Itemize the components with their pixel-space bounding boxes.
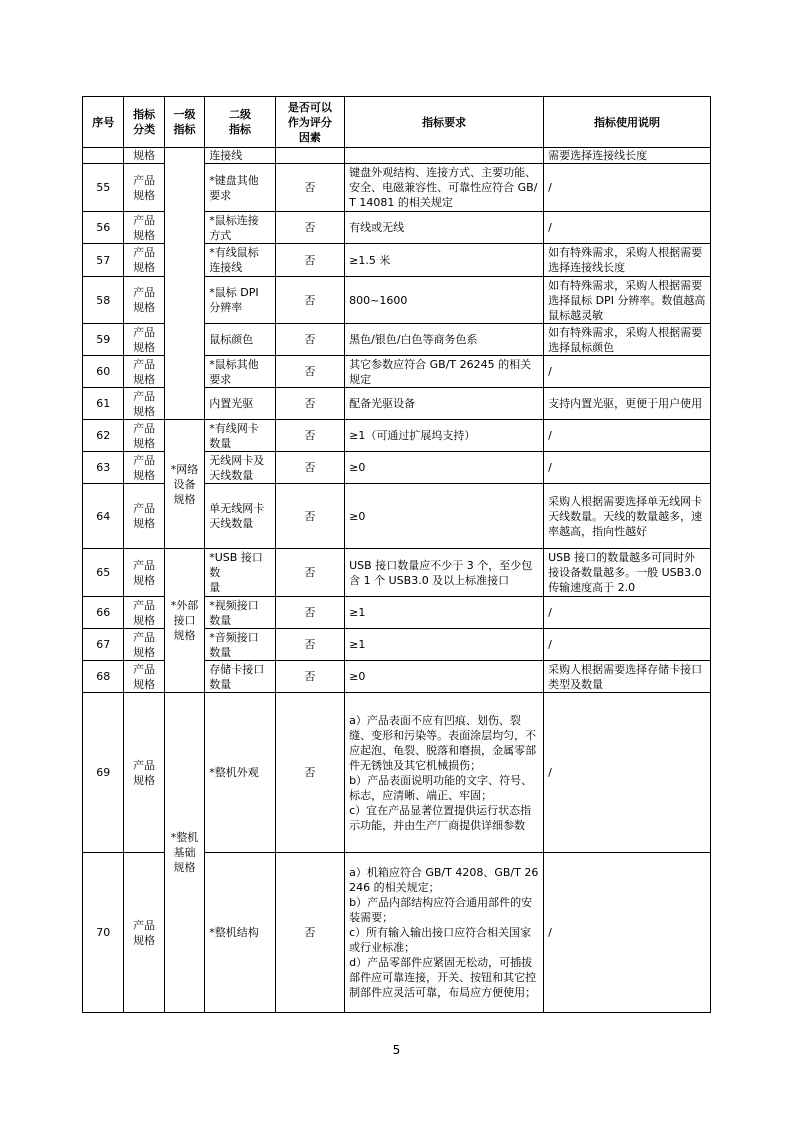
row-category: 产品 规格 bbox=[124, 420, 164, 452]
row-requirement: ≥0 bbox=[345, 452, 544, 484]
table-row bbox=[83, 693, 711, 853]
row-requirement: ≥1.5 米 bbox=[345, 244, 544, 277]
row-requirement: ≥1 bbox=[345, 597, 544, 629]
table-row bbox=[83, 420, 711, 452]
row-level2: 鼠标颜色 bbox=[205, 324, 275, 356]
row-requirement: 其它参数应符合 GB/T 26245 的相关规定 bbox=[345, 356, 544, 388]
row-usage-note: 支持内置光驱，更便于用户使用 bbox=[544, 388, 711, 420]
level1-cell bbox=[164, 148, 204, 420]
row-scoring: 否 bbox=[275, 356, 344, 388]
row-scoring: 否 bbox=[275, 693, 344, 853]
row-usage-note: / bbox=[544, 693, 711, 853]
row-number: 70 bbox=[83, 853, 124, 1013]
row-category: 产品 规格 bbox=[124, 324, 164, 356]
row-scoring: 否 bbox=[275, 388, 344, 420]
row-usage-note: 采购人根据需要选择单无线网卡天线数量。天线的数量越多，速率越高，指向性越好 bbox=[544, 484, 711, 549]
row-usage-note: / bbox=[544, 212, 711, 244]
row-requirement: ≥0 bbox=[345, 484, 544, 549]
level1-network-spec: *网络 设备 规格 bbox=[164, 420, 204, 549]
row-number: 65 bbox=[83, 549, 124, 597]
row-requirement: 800~1600 bbox=[345, 277, 544, 324]
row-level2: *鼠标连接 方式 bbox=[205, 212, 275, 244]
row-category: 规格 bbox=[124, 148, 164, 164]
header-level1: 一级 指标 bbox=[164, 97, 204, 148]
header-usage-note: 指标使用说明 bbox=[544, 97, 711, 148]
row-usage-note: / bbox=[544, 629, 711, 661]
row-number: 62 bbox=[83, 420, 124, 452]
row-scoring: 否 bbox=[275, 661, 344, 693]
level1-interface-spec: *外部 接口 规格 bbox=[164, 549, 204, 693]
row-usage-note: 如有特殊需求，采购人根据需要选择连接线长度 bbox=[544, 244, 711, 277]
row-number: 68 bbox=[83, 661, 124, 693]
row-requirement: ≥0 bbox=[345, 661, 544, 693]
row-category: 产品 规格 bbox=[124, 484, 164, 549]
row-scoring: 否 bbox=[275, 164, 344, 212]
row-scoring: 否 bbox=[275, 549, 344, 597]
row-level2: *USB 接口数 量 bbox=[205, 549, 275, 597]
row-category: 产品 规格 bbox=[124, 549, 164, 597]
row-scoring: 否 bbox=[275, 324, 344, 356]
row-number: 63 bbox=[83, 452, 124, 484]
row-usage-note: / bbox=[544, 853, 711, 1013]
row-scoring: 否 bbox=[275, 212, 344, 244]
row-requirement: 有线或无线 bbox=[345, 212, 544, 244]
table-row bbox=[83, 549, 711, 597]
row-number: 57 bbox=[83, 244, 124, 277]
row-category: 产品 规格 bbox=[124, 629, 164, 661]
row-level2: 连接线 bbox=[205, 148, 275, 164]
header-scoring: 是否可以 作为评分 因素 bbox=[275, 97, 344, 148]
row-usage-note: 如有特殊需求，采购人根据需要选择鼠标 DPI 分辨率。数值越高鼠标越灵敏 bbox=[544, 277, 711, 324]
row-scoring: 否 bbox=[275, 853, 344, 1013]
row-level2: *键盘其他 要求 bbox=[205, 164, 275, 212]
row-usage-note: 采购人根据需要选择存储卡接口类型及数量 bbox=[544, 661, 711, 693]
row-level2: *视频接口 数量 bbox=[205, 597, 275, 629]
row-category: 产品 规格 bbox=[124, 356, 164, 388]
row-requirement: USB 接口数量应不少于 3 个，至少包含 1 个 USB3.0 及以上标准接口 bbox=[345, 549, 544, 597]
row-level2: *有线网卡 数量 bbox=[205, 420, 275, 452]
row-level2: *鼠标 DPI 分辨率 bbox=[205, 277, 275, 324]
row-scoring: 否 bbox=[275, 244, 344, 277]
header-row bbox=[83, 97, 711, 148]
row-level2: *有线鼠标 连接线 bbox=[205, 244, 275, 277]
row-level2: *整机外观 bbox=[205, 693, 275, 853]
row-scoring: 否 bbox=[275, 420, 344, 452]
row-level2: *音频接口 数量 bbox=[205, 629, 275, 661]
row-usage-note: / bbox=[544, 452, 711, 484]
row-requirement: 黑色/银色/白色等商务色系 bbox=[345, 324, 544, 356]
row-scoring: 否 bbox=[275, 597, 344, 629]
row-category: 产品 规格 bbox=[124, 452, 164, 484]
spec-table bbox=[82, 96, 711, 1013]
row-scoring: 否 bbox=[275, 629, 344, 661]
row-category: 产品 规格 bbox=[124, 853, 164, 1013]
row-number: 69 bbox=[83, 693, 124, 853]
header-requirement: 指标要求 bbox=[345, 97, 544, 148]
row-category: 产品 规格 bbox=[124, 244, 164, 277]
table-row bbox=[83, 148, 711, 164]
row-usage-note: / bbox=[544, 597, 711, 629]
row-level2: 内置光驱 bbox=[205, 388, 275, 420]
row-requirement: ≥1 bbox=[345, 629, 544, 661]
row-level2: *鼠标其他 要求 bbox=[205, 356, 275, 388]
row-requirement: a）机箱应符合 GB/T 4208、GB/T 26246 的相关规定； b）产品内部结构应符合通用部件的安装需要； c）所有输入输出接口应符合相关国家或行业标准； d）产品零部件应紧固无松动，可插拔部件应可靠连接，开关、按钮和其它控制部件应灵活可靠，布局应方便使用； bbox=[345, 853, 544, 1013]
row-category: 产品 规格 bbox=[124, 388, 164, 420]
row-number: 58 bbox=[83, 277, 124, 324]
row-requirement: a）产品表面不应有凹痕、划伤、裂缝、变形和污染等。表面涂层均匀，不应起泡、龟裂、脱落和磨损，金属零部件无锈蚀及其它机械损伤； b）产品表面说明功能的文字、符号、标志，应清晰、端正、牢固； c）宜在产品显著位置提供运行状态指示功能，并由生产厂商提供详细参数 bbox=[345, 693, 544, 853]
header-level2: 二级 指标 bbox=[205, 97, 275, 148]
row-number: 55 bbox=[83, 164, 124, 212]
row-requirement bbox=[345, 148, 544, 164]
row-category: 产品 规格 bbox=[124, 164, 164, 212]
row-requirement: 键盘外观结构、连接方式、主要功能、安全、电磁兼容性、可靠性应符合 GB/T 14081 的相关规定 bbox=[345, 164, 544, 212]
row-scoring: 否 bbox=[275, 452, 344, 484]
row-category: 产品 规格 bbox=[124, 661, 164, 693]
header-category: 指标 分类 bbox=[124, 97, 164, 148]
row-number: 56 bbox=[83, 212, 124, 244]
row-usage-note: / bbox=[544, 356, 711, 388]
row-usage-note: 需要选择连接线长度 bbox=[544, 148, 711, 164]
level1-machine-spec: *整机 基础 规格 bbox=[164, 693, 204, 1013]
row-level2: *整机结构 bbox=[205, 853, 275, 1013]
row-number: 59 bbox=[83, 324, 124, 356]
page-number: 5 bbox=[392, 1043, 401, 1057]
row-usage-note: 如有特殊需求，采购人根据需要选择鼠标颜色 bbox=[544, 324, 711, 356]
row-scoring: 否 bbox=[275, 484, 344, 549]
row-number: 61 bbox=[83, 388, 124, 420]
row-number: 60 bbox=[83, 356, 124, 388]
row-number: 67 bbox=[83, 629, 124, 661]
row-usage-note: / bbox=[544, 164, 711, 212]
row-number bbox=[83, 148, 124, 164]
row-requirement: ≥1（可通过扩展坞支持） bbox=[345, 420, 544, 452]
row-number: 64 bbox=[83, 484, 124, 549]
row-requirement: 配备光驱设备 bbox=[345, 388, 544, 420]
row-scoring: 否 bbox=[275, 277, 344, 324]
row-usage-note: / bbox=[544, 420, 711, 452]
header-no: 序号 bbox=[83, 97, 124, 148]
row-number: 66 bbox=[83, 597, 124, 629]
row-category: 产品 规格 bbox=[124, 693, 164, 853]
row-category: 产品 规格 bbox=[124, 212, 164, 244]
row-category: 产品 规格 bbox=[124, 597, 164, 629]
row-scoring bbox=[275, 148, 344, 164]
row-category: 产品 规格 bbox=[124, 277, 164, 324]
row-level2: 单无线网卡 天线数量 bbox=[205, 484, 275, 549]
row-level2: 存储卡接口 数量 bbox=[205, 661, 275, 693]
row-usage-note: USB 接口的数量越多可同时外接设备数量越多。一般 USB3.0 传输速度高于 2.0 bbox=[544, 549, 711, 597]
row-level2: 无线网卡及 天线数量 bbox=[205, 452, 275, 484]
